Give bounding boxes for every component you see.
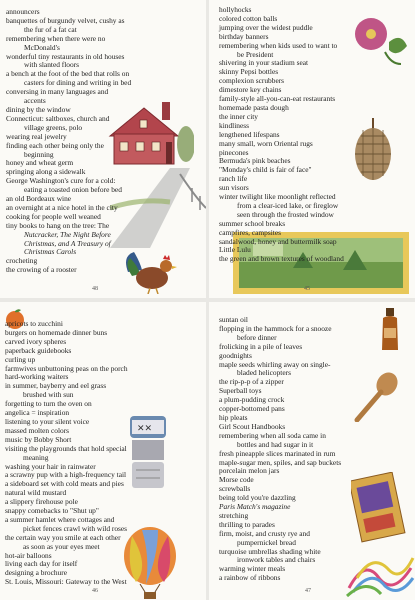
phrase-list bbox=[5, 320, 199, 587]
phrase-line: Paris Match's magazine bbox=[219, 502, 291, 512]
phrase-line: seen through the frosted window bbox=[237, 209, 334, 219]
phrase-line: Superball toys bbox=[219, 386, 262, 396]
page-48 bbox=[0, 0, 206, 298]
phrase-line: St. Louis, Missouri: Gateway to the West bbox=[5, 577, 127, 587]
phrase-line: tiny books to hang on the tree: The bbox=[6, 220, 110, 230]
phrase-line: hip pleats bbox=[219, 412, 248, 422]
phrase-list bbox=[6, 8, 200, 275]
phrase-line: George Washington's cure for a cold: bbox=[6, 176, 116, 186]
phrase-line: Bermuda's pink beaches bbox=[219, 156, 291, 166]
phrase-line: curling up bbox=[5, 354, 36, 364]
phrase-line: burgers on homemade dinner buns bbox=[5, 327, 108, 337]
phrase-line: the green and brown textures of woodland bbox=[219, 254, 344, 264]
phrase-line: summer school breaks bbox=[219, 218, 286, 228]
phrase-line: music by Bobby Short bbox=[5, 434, 72, 444]
phrase-line: an old Bordeaux wine bbox=[6, 194, 72, 204]
phrase-line: forgetting to turn the oven on bbox=[5, 399, 92, 409]
phrase-list bbox=[219, 6, 413, 264]
phrase-line: remembering when all soda came in bbox=[219, 430, 326, 440]
phrase-line: as soon as your eyes meet bbox=[23, 541, 100, 551]
phrase-line: campfires, campsites bbox=[219, 227, 281, 237]
phrase-line: complexion scrubbers bbox=[219, 76, 285, 86]
phrase-line: before dinner bbox=[237, 332, 277, 342]
phrase-line: stretching bbox=[219, 510, 249, 520]
phrase-line: Morse code bbox=[219, 475, 254, 485]
phrase-line: farmwives unbuttoning peas on the porch bbox=[5, 363, 128, 373]
phrase-line: the crowing of a rooster bbox=[6, 265, 77, 275]
page-number: 45 bbox=[304, 286, 310, 292]
phrase-line: massed molten colors bbox=[5, 425, 70, 435]
phrase-line: Nutcracker, The Night Before bbox=[24, 229, 111, 239]
phrase-line: natural wild mustard bbox=[5, 488, 67, 498]
phrase-line: hollyhocks bbox=[219, 5, 252, 14]
phrase-line: village greens, polo bbox=[24, 122, 83, 132]
phrase-line: from a clear-iced lake, or fireglow bbox=[237, 200, 339, 210]
phrase-line: listening to your silent voice bbox=[5, 416, 90, 426]
phrase-line: colored cotton balls bbox=[219, 13, 278, 23]
page-47 bbox=[209, 302, 415, 600]
phrase-line: banquettes of burgundy velvet, cushy as bbox=[6, 15, 125, 25]
phrase-line: snappy comebacks to "Shut up" bbox=[5, 506, 99, 516]
phrase-line: being told you're dazzling bbox=[219, 493, 296, 503]
phrase-line: conversing in many languages and bbox=[6, 87, 109, 97]
phrase-line: bottles and had sugar in it bbox=[237, 439, 314, 449]
phrase-line: goodnights bbox=[219, 350, 252, 360]
phrase-line: remembering when kids used to want to bbox=[219, 40, 338, 50]
phrase-line: ironwork tables and chairs bbox=[237, 555, 316, 565]
phrase-line: a sideboard set with cold meats and pies bbox=[5, 479, 124, 489]
phrase-line: designing a brochure bbox=[5, 568, 67, 578]
phrase-line: paperback guidebooks bbox=[5, 345, 72, 355]
phrase-line: maple-sugar men, spiles, and sap buckets bbox=[219, 457, 342, 467]
phrase-line: springing along a sidewalk bbox=[6, 167, 86, 177]
phrase-line: Connecticut: saltboxes, church and bbox=[6, 113, 110, 123]
phrase-line: warming winter meals bbox=[219, 564, 286, 574]
phrase-line: washing your hair in rainwater bbox=[5, 461, 96, 471]
phrase-line: honey and wheat germ bbox=[6, 158, 74, 168]
phrase-line: copper-bottomed pans bbox=[219, 404, 285, 414]
phrase-line: a bench at the foot of the bed that rolls on bbox=[6, 69, 130, 79]
phrase-line: birthday banners bbox=[219, 31, 269, 41]
phrase-line: cooking for people well weaned bbox=[6, 211, 101, 221]
phrase-line: meaning bbox=[23, 452, 49, 462]
phrase-line: beginning bbox=[24, 149, 54, 159]
phrase-line: firm, moist, and crusty rye and bbox=[219, 528, 310, 538]
phrase-line: crocheting bbox=[6, 256, 38, 266]
phrase-line: carved ivory spheres bbox=[5, 336, 67, 346]
phrase-line: remembering when there were no bbox=[6, 33, 106, 43]
phrase-line: visiting the playgrounds that hold special bbox=[5, 443, 127, 453]
phrase-line: in summer, bayberry and eel grass bbox=[5, 381, 107, 391]
phrase-line: porcelain melon jars bbox=[219, 466, 280, 476]
phrase-line: family-style all-you-can-eat restaurants bbox=[219, 94, 336, 104]
phrase-line: Girl Scout Handbooks bbox=[219, 421, 286, 431]
phrase-line: a slippery firehouse pole bbox=[5, 497, 78, 507]
phrase-list bbox=[219, 316, 413, 583]
phrase-line: jumping over the widest puddle bbox=[219, 22, 313, 32]
phrase-line: winter twilight like moonlight reflected bbox=[219, 192, 336, 202]
phrase-line: the fur of a fat cat bbox=[24, 24, 77, 34]
phrase-line: angelica = inspiration bbox=[5, 408, 70, 418]
svg-text:✕✕: ✕✕ bbox=[137, 424, 153, 434]
phrase-line: eating a toasted onion before bed bbox=[24, 185, 122, 195]
phrase-line: dimestore key chains bbox=[219, 85, 282, 95]
phrase-line: the rip-p-p of a zipper bbox=[219, 377, 284, 387]
phrase-line: homemade pasta dough bbox=[219, 102, 289, 112]
phrase-line: announcers bbox=[6, 7, 40, 16]
phrase-line: a summer hamlet where cottages and bbox=[5, 514, 115, 524]
phrase-line: pumpernickel bread bbox=[237, 537, 296, 547]
phrase-line: sandalwood, honey and buttermilk soap bbox=[219, 236, 337, 246]
phrase-line: shivering in your stadium seat bbox=[219, 58, 309, 68]
phrase-line: maple seeds whirling away on single- bbox=[219, 359, 331, 369]
phrase-line: Little Lulu bbox=[219, 245, 251, 255]
phrase-line: McDonald's bbox=[24, 42, 60, 52]
page-46 bbox=[0, 302, 206, 600]
phrase-line: finding each other being only the bbox=[6, 140, 104, 150]
phrase-line: a plum-pudding crock bbox=[219, 395, 285, 405]
phrase-line: with slanted floors bbox=[24, 60, 80, 70]
phrase-line: kindliness bbox=[219, 120, 249, 130]
phrase-line: thrilling to parades bbox=[219, 519, 275, 529]
page-number: 48 bbox=[92, 286, 98, 292]
phrase-line: a scrawny pup with a high-frequency tail bbox=[5, 470, 127, 480]
phrase-line: pinecones bbox=[219, 147, 249, 157]
phrase-line: fresh pineapple slices marinated in rum bbox=[219, 448, 336, 458]
phrase-line: bladed helicopters bbox=[237, 368, 291, 378]
phrase-line: accents bbox=[24, 96, 46, 106]
phrase-line: Christmas, and A Treasury of bbox=[24, 238, 111, 248]
phrase-line: suntan oil bbox=[219, 315, 248, 324]
phrase-line: casters for dining and writing in bed bbox=[24, 78, 132, 88]
phrase-line: ranch life bbox=[219, 174, 248, 184]
phrase-line: be President bbox=[237, 49, 274, 59]
phrase-line: many small, worn Oriental rugs bbox=[219, 138, 313, 148]
phrase-line: apricots to zucchini bbox=[5, 319, 63, 328]
phrase-line: frolicking in a pile of leaves bbox=[219, 341, 303, 351]
phrase-line: wearing real jewelry bbox=[6, 131, 67, 141]
phrase-line: living each day for itself bbox=[5, 559, 78, 569]
phrase-line: wonderful tiny restaurants in old houses bbox=[6, 51, 125, 61]
phrase-line: an overnight at a nice hotel in the city bbox=[6, 202, 118, 212]
phrase-line: hard-working waiters bbox=[5, 372, 69, 382]
phrase-line: dining by the window bbox=[6, 104, 71, 114]
phrase-line: the inner city bbox=[219, 111, 258, 121]
phrase-line: sun visors bbox=[219, 183, 249, 193]
page-number: 46 bbox=[92, 588, 98, 594]
phrase-line: a rainbow of ribbons bbox=[219, 573, 281, 583]
phrase-line: hot-air balloons bbox=[5, 550, 52, 560]
phrase-line: flopping in the hammock for a snooze bbox=[219, 323, 332, 333]
phrase-line: screwballs bbox=[219, 484, 251, 494]
phrase-line: skinny Pepsi bottles bbox=[219, 67, 279, 77]
page-45 bbox=[209, 0, 415, 298]
phrase-line: picket fences crawl with wild roses bbox=[23, 523, 128, 533]
phrase-line: the certain way you smile at each other bbox=[5, 532, 121, 542]
phrase-line: brushed with sun bbox=[23, 390, 74, 400]
phrase-line: "Monday's child is fair of face" bbox=[219, 165, 312, 175]
page-number: 47 bbox=[305, 588, 311, 594]
phrase-line: Christmas Carols bbox=[24, 247, 77, 257]
phrase-line: lengthened lifespans bbox=[219, 129, 280, 139]
phrase-line: turquoise umbrellas shading white bbox=[219, 546, 321, 556]
